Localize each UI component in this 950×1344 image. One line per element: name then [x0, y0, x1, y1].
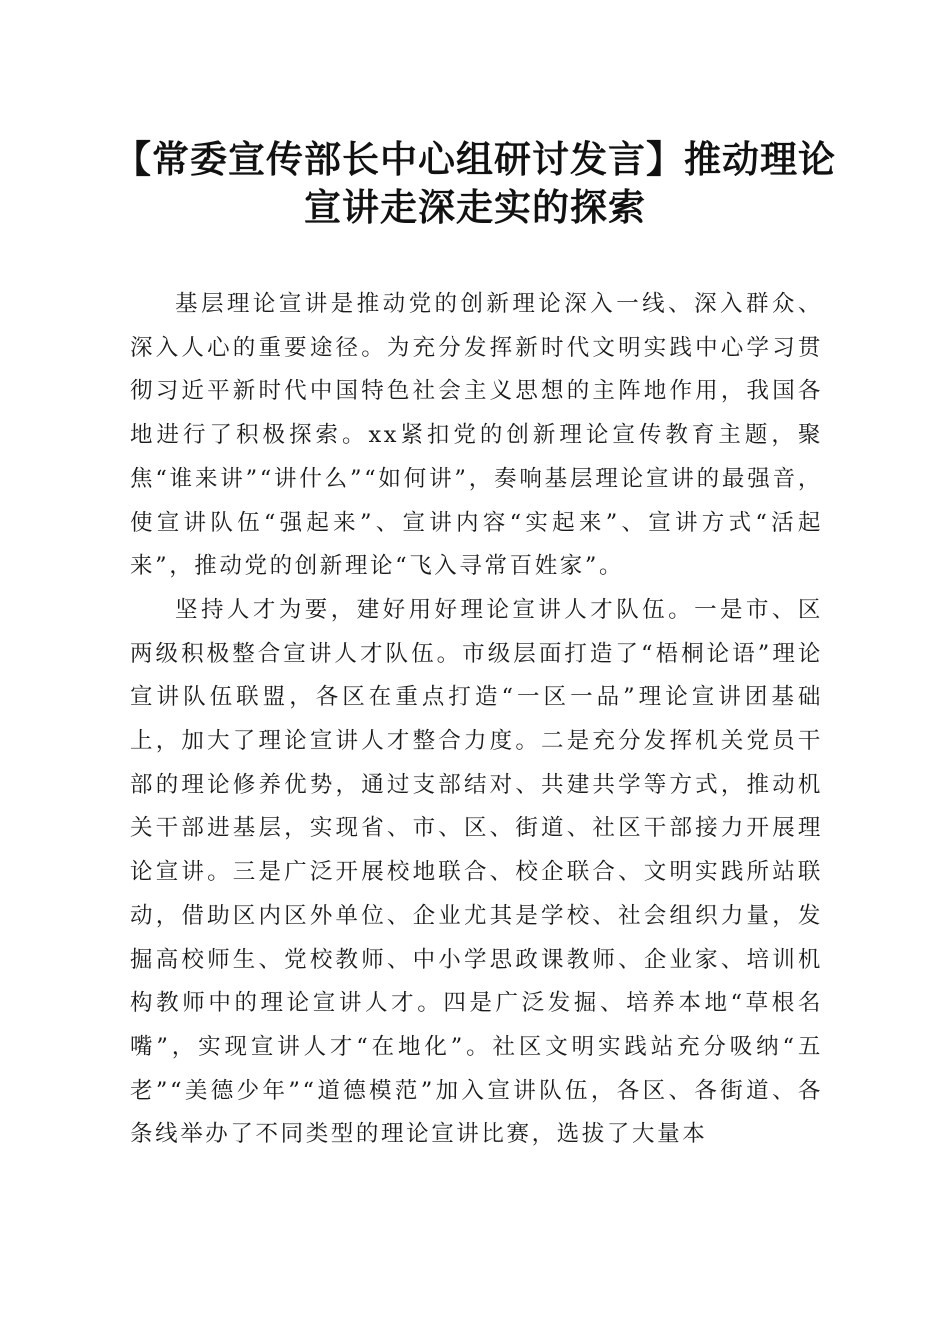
- paragraph: 坚持人才为要，建好用好理论宣讲人才队伍。一是市、区两级积极整合宣讲人才队伍。市级层面打造了“梧桐论语”理论宣讲队伍联盟，各区在重点打造“一区一品”理论宣讲团基础上，加大了理论宣讲人才整合力度。二是充分发挥机关党员干部的理论修养优势，通过支部结对、共建共学等方式，推动机关干部进基层，实现省、市、区、街道、社区干部接力开展理论宣讲。三是广泛开展校地联合、校企联合、文明实践所站联动，借助区内区外单位、企业尤其是学校、社会组织力量，发掘高校师生、党校教师、中小学思政课教师、企业家、培训机构教师中的理论宣讲人才。四是广泛发掘、培养本地“草根名嘴”，实现宣讲人才“在地化”。社区文明实践站充分吸纳“五老”“美德少年”“道德模范”加入宣讲队伍，各区、各街道、各条线举办了不同类型的理论宣讲比赛，选拔了大量本: [130, 596, 823, 1148]
- paragraph: 基层理论宣讲是推动党的创新理论深入一线、深入群众、深入人心的重要途径。为充分发挥新时代文明实践中心学习贯彻习近平新时代中国特色社会主义思想的主阵地作用，我国各地进行了积极探索。xx紧扣党的创新理论宣传教育主题，聚焦“谁来讲”“讲什么”“如何讲”，奏响基层理论宣讲的最强音，使宣讲队伍“强起来”、宣讲内容“实起来”、宣讲方式“活起来”，推动党的创新理论“飞入寻常百姓家”。: [130, 291, 823, 580]
- document-title: 【常委宣传部长中心组研讨发言】推动理论宣讲走深走实的探索: [114, 137, 836, 229]
- document-body: [130, 283, 823, 1157]
